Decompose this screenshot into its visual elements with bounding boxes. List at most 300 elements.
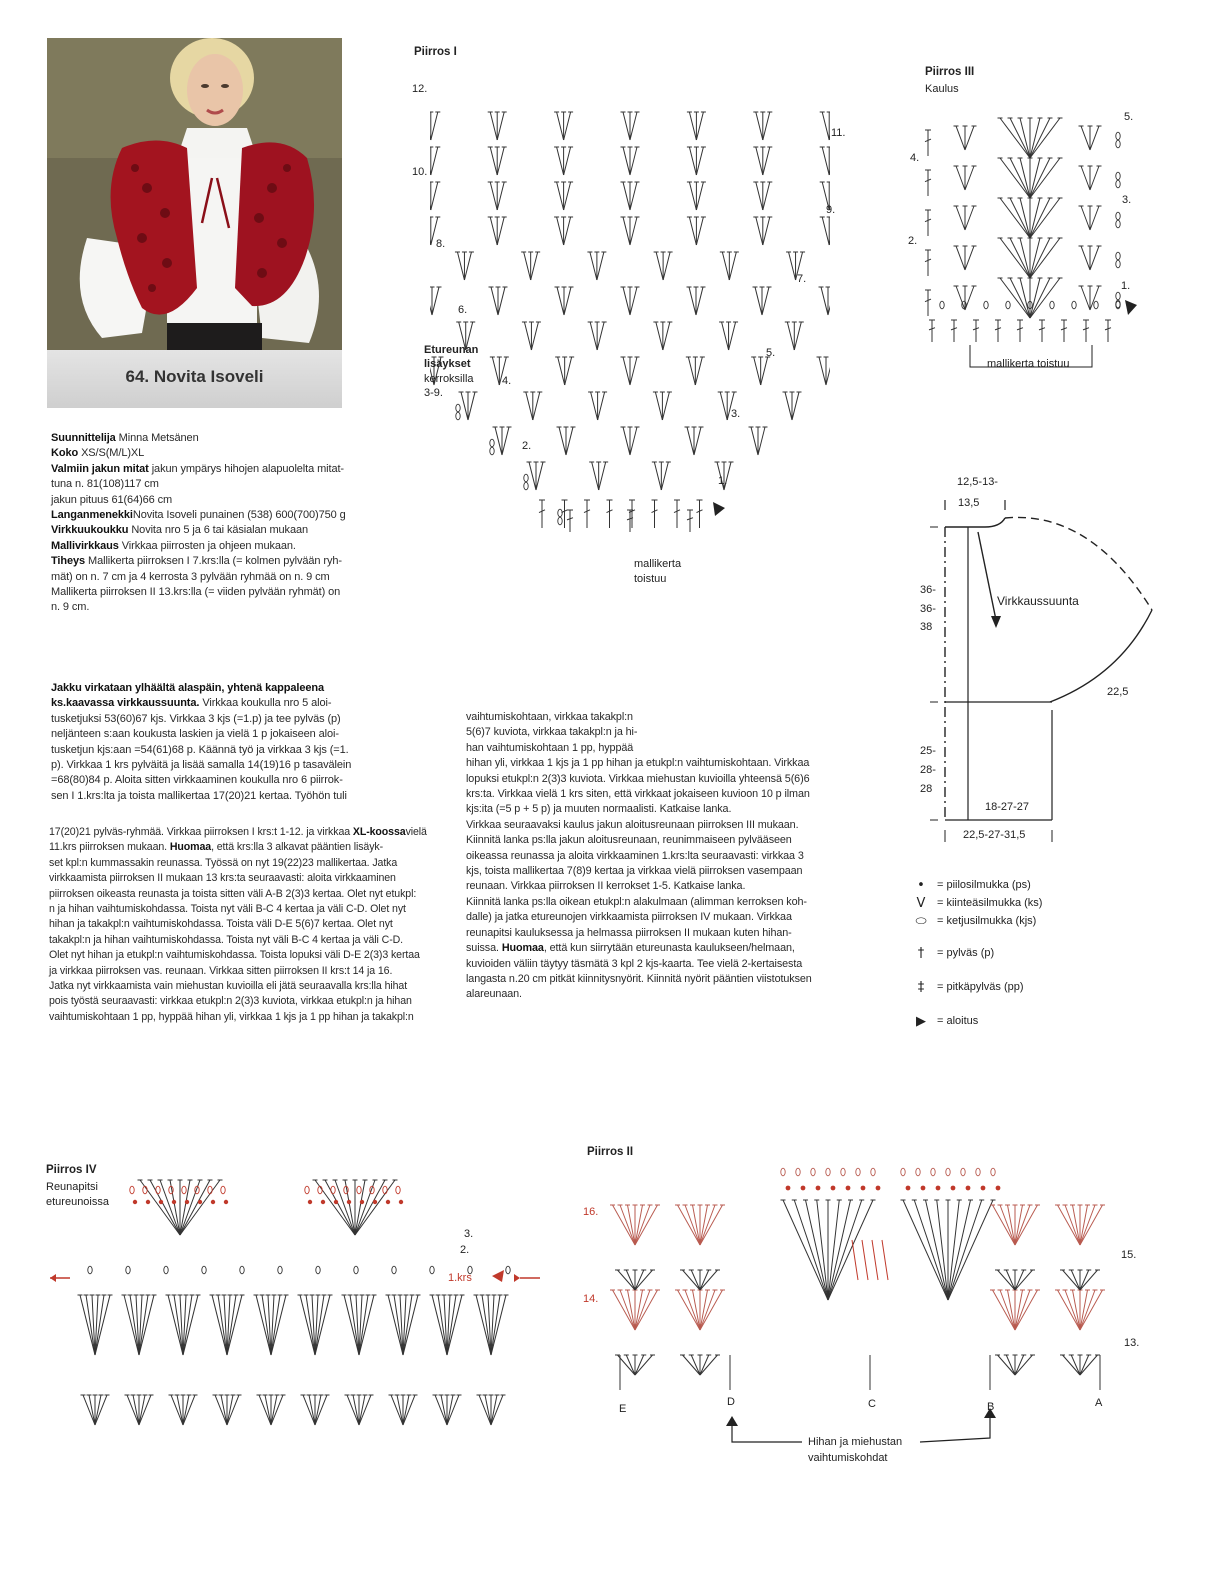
chart4-row-1: 1.krs — [448, 1272, 472, 1284]
slip-stitch-icon — [386, 1200, 390, 1204]
text-run: hihan yli, virkkaa 1 kjs ja 1 pp hihan ja etukpl:n vaihtumiskohtaan. Virkkaa — [466, 757, 810, 770]
fan-stitch-icon — [1010, 118, 1030, 158]
tr-stitch-icon — [852, 1240, 858, 1280]
chain-icon — [916, 1168, 920, 1176]
text-run: reunaan. Virkkaa piirroksen II kerrokset 1-5. Katkaise lanka. — [466, 880, 746, 893]
schematic-left-label-2: 36- — [920, 603, 936, 615]
chart1-row-11: 11. — [831, 127, 846, 139]
fan-stitch-icon — [630, 182, 637, 210]
text-line — [51, 446, 361, 461]
text-line — [49, 948, 439, 963]
chart2-bottom-label-2: vaihtumiskohdat — [808, 1452, 888, 1464]
text-line — [466, 910, 846, 925]
fan-stitch-icon — [956, 166, 965, 190]
fan-stitch-icon — [461, 392, 468, 420]
fan-stitch-icon — [531, 252, 538, 280]
text-run: Novita nro 5 ja 6 tai käsialan mukaan — [128, 524, 309, 537]
start-arrow-icon — [1125, 300, 1137, 315]
text-line — [51, 600, 361, 615]
tr-stitch-icon — [862, 1240, 868, 1280]
legend-item-start: ▶ = aloitus — [913, 1012, 1173, 1030]
chain-icon — [316, 1266, 320, 1274]
fan-stitch-icon — [468, 392, 475, 420]
fan-stitch-icon — [720, 392, 727, 420]
fan-stitch-icon — [180, 1180, 200, 1235]
fan-stitch-icon — [526, 392, 533, 420]
chart3-row-5: 5. — [1124, 111, 1134, 123]
chart1-row-9: 9. — [826, 204, 836, 216]
text-line — [51, 523, 361, 538]
chart1-row-4: 4. — [502, 375, 512, 387]
fan-stitch-icon — [822, 217, 829, 245]
chart1-row-12: 12. — [412, 83, 428, 95]
v-symbol-icon: V — [916, 895, 926, 911]
fan-stitch-icon — [806, 1200, 829, 1300]
chain-icon — [991, 1168, 995, 1176]
fan-stitch-icon — [903, 1200, 948, 1300]
fan-stitch-icon — [618, 1270, 636, 1290]
fan-stitch-icon — [965, 166, 974, 190]
chain-icon — [1116, 252, 1120, 260]
fan-stitch-icon — [1015, 1355, 1033, 1375]
oval-symbol-icon: ⬭ — [915, 913, 927, 929]
fan-stitch-icon — [271, 1395, 283, 1425]
chart2-row-13: 13. — [1124, 1337, 1140, 1349]
slip-stitch-icon — [951, 1186, 956, 1191]
legend-item-chain: ⬭ = ketjusilmukka (kjs) — [913, 912, 1173, 930]
fan-stitch-icon — [696, 217, 703, 245]
bracket-arrow — [920, 1412, 990, 1442]
chart1-edge-note-title-1: Etureunan — [424, 344, 479, 356]
chart1-edge-note-title-2: lisäykset — [424, 358, 471, 370]
text-line — [466, 972, 846, 987]
fan-stitch-icon — [655, 392, 662, 420]
fan-stitch-icon — [700, 1290, 715, 1330]
schematic-left-label-6: 28 — [920, 783, 933, 795]
fan-stitch-icon — [95, 1395, 101, 1425]
chain-icon — [558, 509, 562, 517]
text-line — [49, 1010, 439, 1025]
fan-stitch-icon — [948, 1200, 993, 1300]
slip-stitch-icon — [801, 1186, 806, 1191]
fan-stitch-icon — [965, 246, 974, 270]
text-run: set kpl:n kummassakin reunassa. Työssä on nyt 19(22)23 mallikertaa. Jatka — [49, 856, 398, 869]
legend-item-double-crochet: † = pylväs (p) — [913, 944, 1173, 962]
slip-stitch-icon — [185, 1200, 189, 1204]
fan-stitch-icon — [1015, 1270, 1033, 1290]
chart1-repeat-label-1: mallikerta — [634, 558, 682, 570]
slip-stitch-icon — [816, 1186, 821, 1191]
fan-stitch-icon — [821, 287, 828, 315]
text-line — [466, 725, 846, 740]
text-bold: Mallivirkkaus — [51, 539, 119, 552]
text-line — [49, 902, 439, 917]
fan-stitch-icon — [1030, 198, 1050, 238]
text-run: Virkkaa piirrosten ja ohjeen mukaan. — [118, 539, 296, 552]
fan-stitch-icon — [1090, 166, 1099, 190]
text-run: Minna Metsänen — [115, 432, 199, 444]
fan-stitch-icon — [819, 357, 826, 385]
fan-stitch-icon — [1006, 1355, 1015, 1375]
fan-stitch-icon — [1071, 1270, 1080, 1290]
slip-stitch-icon — [373, 1200, 377, 1204]
chain-icon — [524, 482, 528, 490]
fan-stitch-icon — [524, 252, 531, 280]
fan-stitch-icon — [696, 147, 703, 175]
fan-stitch-icon — [654, 462, 661, 490]
chart2-row-15: 15. — [1121, 1249, 1137, 1261]
fan-stitch-icon — [685, 1290, 700, 1330]
fan-stitch-icon — [948, 1200, 959, 1300]
fan-stitch-icon — [828, 1200, 873, 1300]
fan-stitch-icon — [1010, 278, 1030, 318]
fan-stitch-icon — [755, 287, 762, 315]
fan-stitch-icon — [441, 1395, 447, 1425]
fan-stitch-icon — [265, 1395, 271, 1425]
fan-stitch-icon — [761, 357, 768, 385]
text-run: jakun ympärys hihojen alapuolelta mitat- — [148, 462, 344, 475]
product-title-band — [47, 350, 342, 408]
chart3-subtitle: Kaulus — [925, 83, 959, 95]
text-line — [466, 833, 846, 848]
fan-stitch-icon — [956, 246, 965, 270]
fan-stitch-icon — [557, 217, 564, 245]
slip-stitch-icon — [347, 1200, 351, 1204]
schematic-bottom-label: 22,5-27-31,5 — [963, 829, 1026, 841]
fan-stitch-icon — [729, 252, 736, 280]
fan-stitch-icon — [635, 1355, 644, 1375]
fan-stitch-icon — [1080, 1290, 1095, 1330]
fan-stitch-icon — [1065, 1205, 1080, 1245]
chain-icon — [901, 1168, 905, 1176]
fan-stitch-icon — [700, 1355, 718, 1375]
fan-stitch-icon — [630, 217, 637, 245]
text-line — [49, 994, 439, 1009]
fan-stitch-icon — [662, 392, 669, 420]
fan-stitch-icon — [1000, 1290, 1015, 1330]
chart2-diagram — [590, 1150, 1150, 1480]
chart4-title: Piirros IV — [46, 1164, 97, 1176]
chain-icon — [490, 439, 494, 447]
text-line — [466, 987, 846, 1002]
fan-stitch-icon — [630, 427, 637, 455]
fan-stitch-icon — [502, 427, 509, 455]
chart2-title: Piirros II — [587, 1146, 634, 1158]
chart3-row-1: 1. — [1121, 280, 1131, 292]
chain-icon — [856, 1168, 860, 1176]
text-line — [49, 871, 439, 886]
slip-stitch-icon — [321, 1200, 325, 1204]
text-run: oikeassa reunassa ja aloita virkkaaminen 1.krs:lta seuraavasti: virkkaa 3 — [466, 849, 804, 862]
text-run: Mallikerta piirroksen I 7.krs:lla (= kolmen pylvään ryh- — [85, 555, 342, 568]
chain-icon — [558, 517, 562, 525]
text-run: pois työstä seuraavasti: virkkaa etukpl:n 2(3)3 kuviota, virkkaa etukpl:n ja hihan — [49, 995, 412, 1008]
fan-stitch-icon — [756, 182, 763, 210]
fan-stitch-icon — [630, 112, 637, 140]
text-line — [466, 941, 846, 956]
chain-icon — [1116, 172, 1120, 180]
slip-stitch-icon — [906, 1186, 911, 1191]
slip-stitch-icon — [981, 1186, 986, 1191]
text-line — [51, 712, 361, 727]
fan-stitch-icon — [590, 322, 597, 350]
text-run: , että krs:lla 3 alkavat pääntien lisäyk- — [211, 841, 384, 854]
text-bold: Valmiin jakun mitat — [51, 462, 149, 475]
fan-stitch-icon — [403, 1395, 409, 1425]
text-run: tusketjun kjs:aan =54(61)68 p. Käännä työ ja virkkaa 3 kjs (=1. — [51, 743, 349, 756]
chain-icon — [182, 1186, 186, 1194]
slip-stitch-icon — [846, 1186, 851, 1191]
fan-stitch-icon — [620, 1290, 635, 1330]
text-line — [51, 789, 361, 804]
text-line — [51, 696, 361, 711]
slip-stitch-icon — [172, 1200, 176, 1204]
fan-stitch-icon — [309, 1395, 315, 1425]
fan-stitch-icon — [431, 147, 438, 175]
fan-stitch-icon — [783, 1200, 828, 1300]
fan-stitch-icon — [303, 1395, 315, 1425]
text-run: suissa. — [466, 942, 502, 955]
fan-stitch-icon — [315, 1395, 321, 1425]
text-run: lopuksi etukpl:n 2(3)3 kuviota. Virkkaa miehustan kuvioilla yhteensä 5(6)6 — [466, 772, 810, 785]
fan-stitch-icon — [139, 1395, 145, 1425]
chart2-point-b: B — [987, 1401, 995, 1413]
chart4-row-3: 3. — [464, 1228, 474, 1240]
fan-stitch-icon — [1000, 1205, 1015, 1245]
text-bold: Jakku virkataan ylhäältä alaspäin, yhtenä kappaleena — [51, 682, 324, 694]
fan-stitch-icon — [700, 1270, 718, 1290]
chart3-row-4: 4. — [910, 152, 920, 164]
fan-stitch-icon — [533, 392, 540, 420]
fan-stitch-icon — [183, 1395, 195, 1425]
fan-stitch-icon — [700, 1205, 715, 1245]
tr-symbol-icon: ‡ — [917, 979, 925, 995]
fan-stitch-icon — [956, 286, 965, 310]
text-run: vaihtumiskohtaan 1 pp, hyppää hihan yli, virkkaa 1 kjs ja 1 pp hihan ja takakpl:n — [49, 1010, 414, 1023]
chain-icon — [1094, 301, 1098, 309]
fan-stitch-icon — [763, 182, 770, 210]
fan-stitch-icon — [566, 427, 573, 455]
chain-icon — [976, 1168, 980, 1176]
fan-stitch-icon — [1030, 158, 1050, 198]
fan-stitch-icon — [623, 112, 630, 140]
chain-icon — [931, 1168, 935, 1176]
text-line — [466, 957, 846, 972]
schematic-left-label-4: 25- — [920, 745, 936, 757]
fan-stitch-icon — [914, 1200, 948, 1300]
chart1-row-2: 2. — [522, 440, 532, 452]
slip-stitch-icon — [308, 1200, 312, 1204]
fan-stitch-icon — [683, 1270, 701, 1290]
chain-icon — [946, 1168, 950, 1176]
chain-icon — [961, 1168, 965, 1176]
text-line — [51, 462, 361, 477]
text-run: =68(80)84 p. Aloita sitten virkkaaminen koukulla nro 6 piirrok- — [51, 774, 343, 787]
fan-stitch-icon — [529, 462, 536, 490]
fan-stitch-icon — [828, 1200, 839, 1300]
fan-stitch-icon — [215, 1395, 227, 1425]
text-line — [51, 508, 361, 523]
fan-stitch-icon — [447, 1395, 459, 1425]
text-run: , että kun siirrytään etureunasta kaulukseen/helmaan, — [543, 942, 795, 955]
chart1-row-8: 8. — [436, 238, 446, 250]
slip-stitch-icon — [146, 1200, 150, 1204]
slip-stitch-icon — [159, 1200, 163, 1204]
chain-icon — [1116, 140, 1120, 148]
tr-stitch-icon — [872, 1240, 878, 1280]
fan-stitch-icon — [751, 427, 758, 455]
text-bold: Koko — [51, 447, 79, 460]
text-run: kjs, toista mallikertaa 7(8)9 kertaa ja virkkaa vielä piirroksen vasempaan — [466, 865, 803, 878]
instructions-intro — [51, 681, 361, 804]
fan-stitch-icon — [956, 126, 965, 150]
chart1-row-7: 7. — [797, 273, 807, 285]
slip-stitch-icon — [198, 1200, 202, 1204]
text-run: 17(20)21 pylväs-ryhmää. Virkkaa piirroksen I krs:t 1-12. ja virkkaa — [49, 826, 353, 838]
fan-stitch-icon — [623, 182, 630, 210]
fan-stitch-icon — [623, 427, 630, 455]
fan-stitch-icon — [597, 322, 604, 350]
chart1-row-10: 10. — [412, 166, 428, 178]
fan-stitch-icon — [95, 1395, 107, 1425]
fan-stitch-icon — [1030, 278, 1050, 318]
fan-stitch-icon — [491, 287, 498, 315]
fan-stitch-icon — [1015, 1270, 1024, 1290]
fan-stitch-icon — [557, 182, 564, 210]
fan-stitch-icon — [1010, 198, 1030, 238]
chain-icon — [841, 1168, 845, 1176]
fan-stitch-icon — [557, 147, 564, 175]
chain-icon — [456, 404, 460, 412]
fan-stitch-icon — [490, 147, 497, 175]
fan-stitch-icon — [763, 112, 770, 140]
fan-stitch-icon — [89, 1395, 95, 1425]
text-line — [49, 917, 439, 932]
fan-stitch-icon — [663, 252, 670, 280]
text-line — [466, 864, 846, 879]
fan-stitch-icon — [1080, 1355, 1089, 1375]
text-line — [49, 964, 439, 979]
chart1-row-5: 5. — [766, 347, 776, 359]
chart2-bottom-label-1: Hihan ja miehustan — [808, 1436, 903, 1448]
slip-stitch-icon — [334, 1200, 338, 1204]
chain-icon — [826, 1168, 830, 1176]
fan-stitch-icon — [497, 147, 504, 175]
arrow-left-icon — [50, 1274, 56, 1282]
fan-stitch-icon — [564, 217, 571, 245]
schematic-top-label-1: 12,5-13- — [957, 476, 998, 488]
fan-stitch-icon — [630, 357, 637, 385]
text-line — [49, 933, 439, 948]
fan-stitch-icon — [1010, 238, 1030, 278]
text-run: Mallikerta piirroksen II 13.krs:lla (= viiden pylvään ryhmät) on — [51, 586, 341, 599]
chart3-repeat-label: mallikerta toistuu — [987, 358, 1070, 370]
chain-icon — [240, 1266, 244, 1274]
text-bold: ks.kaavassa virkkaussuunta. — [51, 697, 200, 710]
slip-stitch-icon — [211, 1200, 215, 1204]
fan-stitch-icon — [259, 1395, 271, 1425]
fan-stitch-icon — [696, 112, 703, 140]
symbol-legend — [913, 876, 1173, 1030]
fan-stitch-icon — [431, 182, 438, 210]
slip-stitch-icon — [996, 1186, 1001, 1191]
fan-stitch-icon — [591, 392, 598, 420]
text-run: langasta n.20 cm pitkät kiinnitysnyörit. Kiinnitä nyörit pääntien viistotuksen — [466, 972, 812, 985]
fan-stitch-icon — [1063, 1270, 1081, 1290]
chart4-subtitle-2: etureunoissa — [46, 1196, 109, 1208]
text-line — [51, 570, 361, 585]
text-line — [51, 681, 361, 696]
chain-icon — [331, 1186, 335, 1194]
legend-item-slip-stitch: • = piilosilmukka (ps) — [913, 876, 1173, 894]
fan-stitch-icon — [1090, 246, 1099, 270]
fan-stitch-icon — [687, 427, 694, 455]
chart4-subtitle-1: Reunapitsi — [46, 1181, 98, 1193]
schematic-top-label-2: 13,5 — [958, 497, 980, 509]
chart1-repeat-label-2: toistuu — [634, 573, 667, 585]
fan-stitch-icon — [691, 1270, 700, 1290]
fan-stitch-icon — [590, 252, 597, 280]
slip-stitch-icon — [966, 1186, 971, 1191]
chart1-row-3: 3. — [731, 408, 741, 420]
text-run: jakun pituus 61(64)66 cm — [51, 493, 173, 506]
text-run: reunapitsi kauluksessa ja helmassa piirroksen II mukaan kuten hihan- — [466, 926, 792, 939]
text-bold: Virkkuukoukku — [51, 524, 129, 537]
fan-stitch-icon — [435, 1395, 447, 1425]
fan-stitch-icon — [353, 1395, 359, 1425]
chain-icon — [208, 1186, 212, 1194]
fan-stitch-icon — [347, 1395, 359, 1425]
text-line — [51, 727, 361, 742]
fan-stitch-icon — [626, 1355, 635, 1375]
text-run: ja virkkaa piirroksen vas. reunaan. Virkkaa sitten piirroksen II krs:t 14 ja 16. — [49, 964, 393, 977]
text-bold: Huomaa — [169, 841, 212, 854]
chart3-diagram — [920, 85, 1150, 385]
slip-stitch-icon — [360, 1200, 364, 1204]
text-bold: Langanmenekki — [51, 509, 133, 522]
fan-stitch-icon — [498, 287, 505, 315]
text-run: hihan ja takakpl:n vaihtumiskohdassa. Toista väli D-E 5(6)7 kertaa. Olet nyt — [49, 918, 393, 931]
fan-stitch-icon — [127, 1395, 139, 1425]
chain-icon — [126, 1266, 130, 1274]
chain-icon — [1116, 292, 1120, 300]
text-run: p). Virkkaa 1 krs pylväitä ja lisää samalla 14(19)16 p tasavälein — [51, 759, 352, 772]
fan-stitch-icon — [965, 126, 974, 150]
text-line — [466, 756, 846, 771]
fan-stitch-icon — [695, 357, 702, 385]
chain-icon — [1116, 260, 1120, 268]
fan-stitch-icon — [592, 462, 599, 490]
fan-stitch-icon — [948, 1200, 971, 1300]
fan-stitch-icon — [397, 1395, 403, 1425]
fan-stitch-icon — [635, 1355, 653, 1375]
schematic-right-label: 22,5 — [1107, 686, 1129, 698]
text-run: sen I 1.krs:lta ja toista mallikertaa 17(20)21 kertaa. Työhön tuli — [51, 789, 347, 802]
fan-stitch-icon — [785, 392, 792, 420]
text-line — [51, 539, 361, 554]
chart2-point-d: D — [727, 1396, 735, 1408]
fan-stitch-icon — [564, 147, 571, 175]
fan-stitch-icon — [756, 147, 763, 175]
fan-stitch-icon — [403, 1395, 415, 1425]
product-title: 64. Novita Isoveli — [125, 367, 264, 386]
fan-stitch-icon — [729, 322, 736, 350]
woman-red-jacket-illustration — [47, 38, 342, 350]
fan-stitch-icon — [1081, 246, 1090, 270]
legend-item-treble-crochet: ‡ = pitkäpylväs (pp) — [913, 978, 1173, 996]
fan-stitch-icon — [490, 112, 497, 140]
chain-icon — [156, 1186, 160, 1194]
